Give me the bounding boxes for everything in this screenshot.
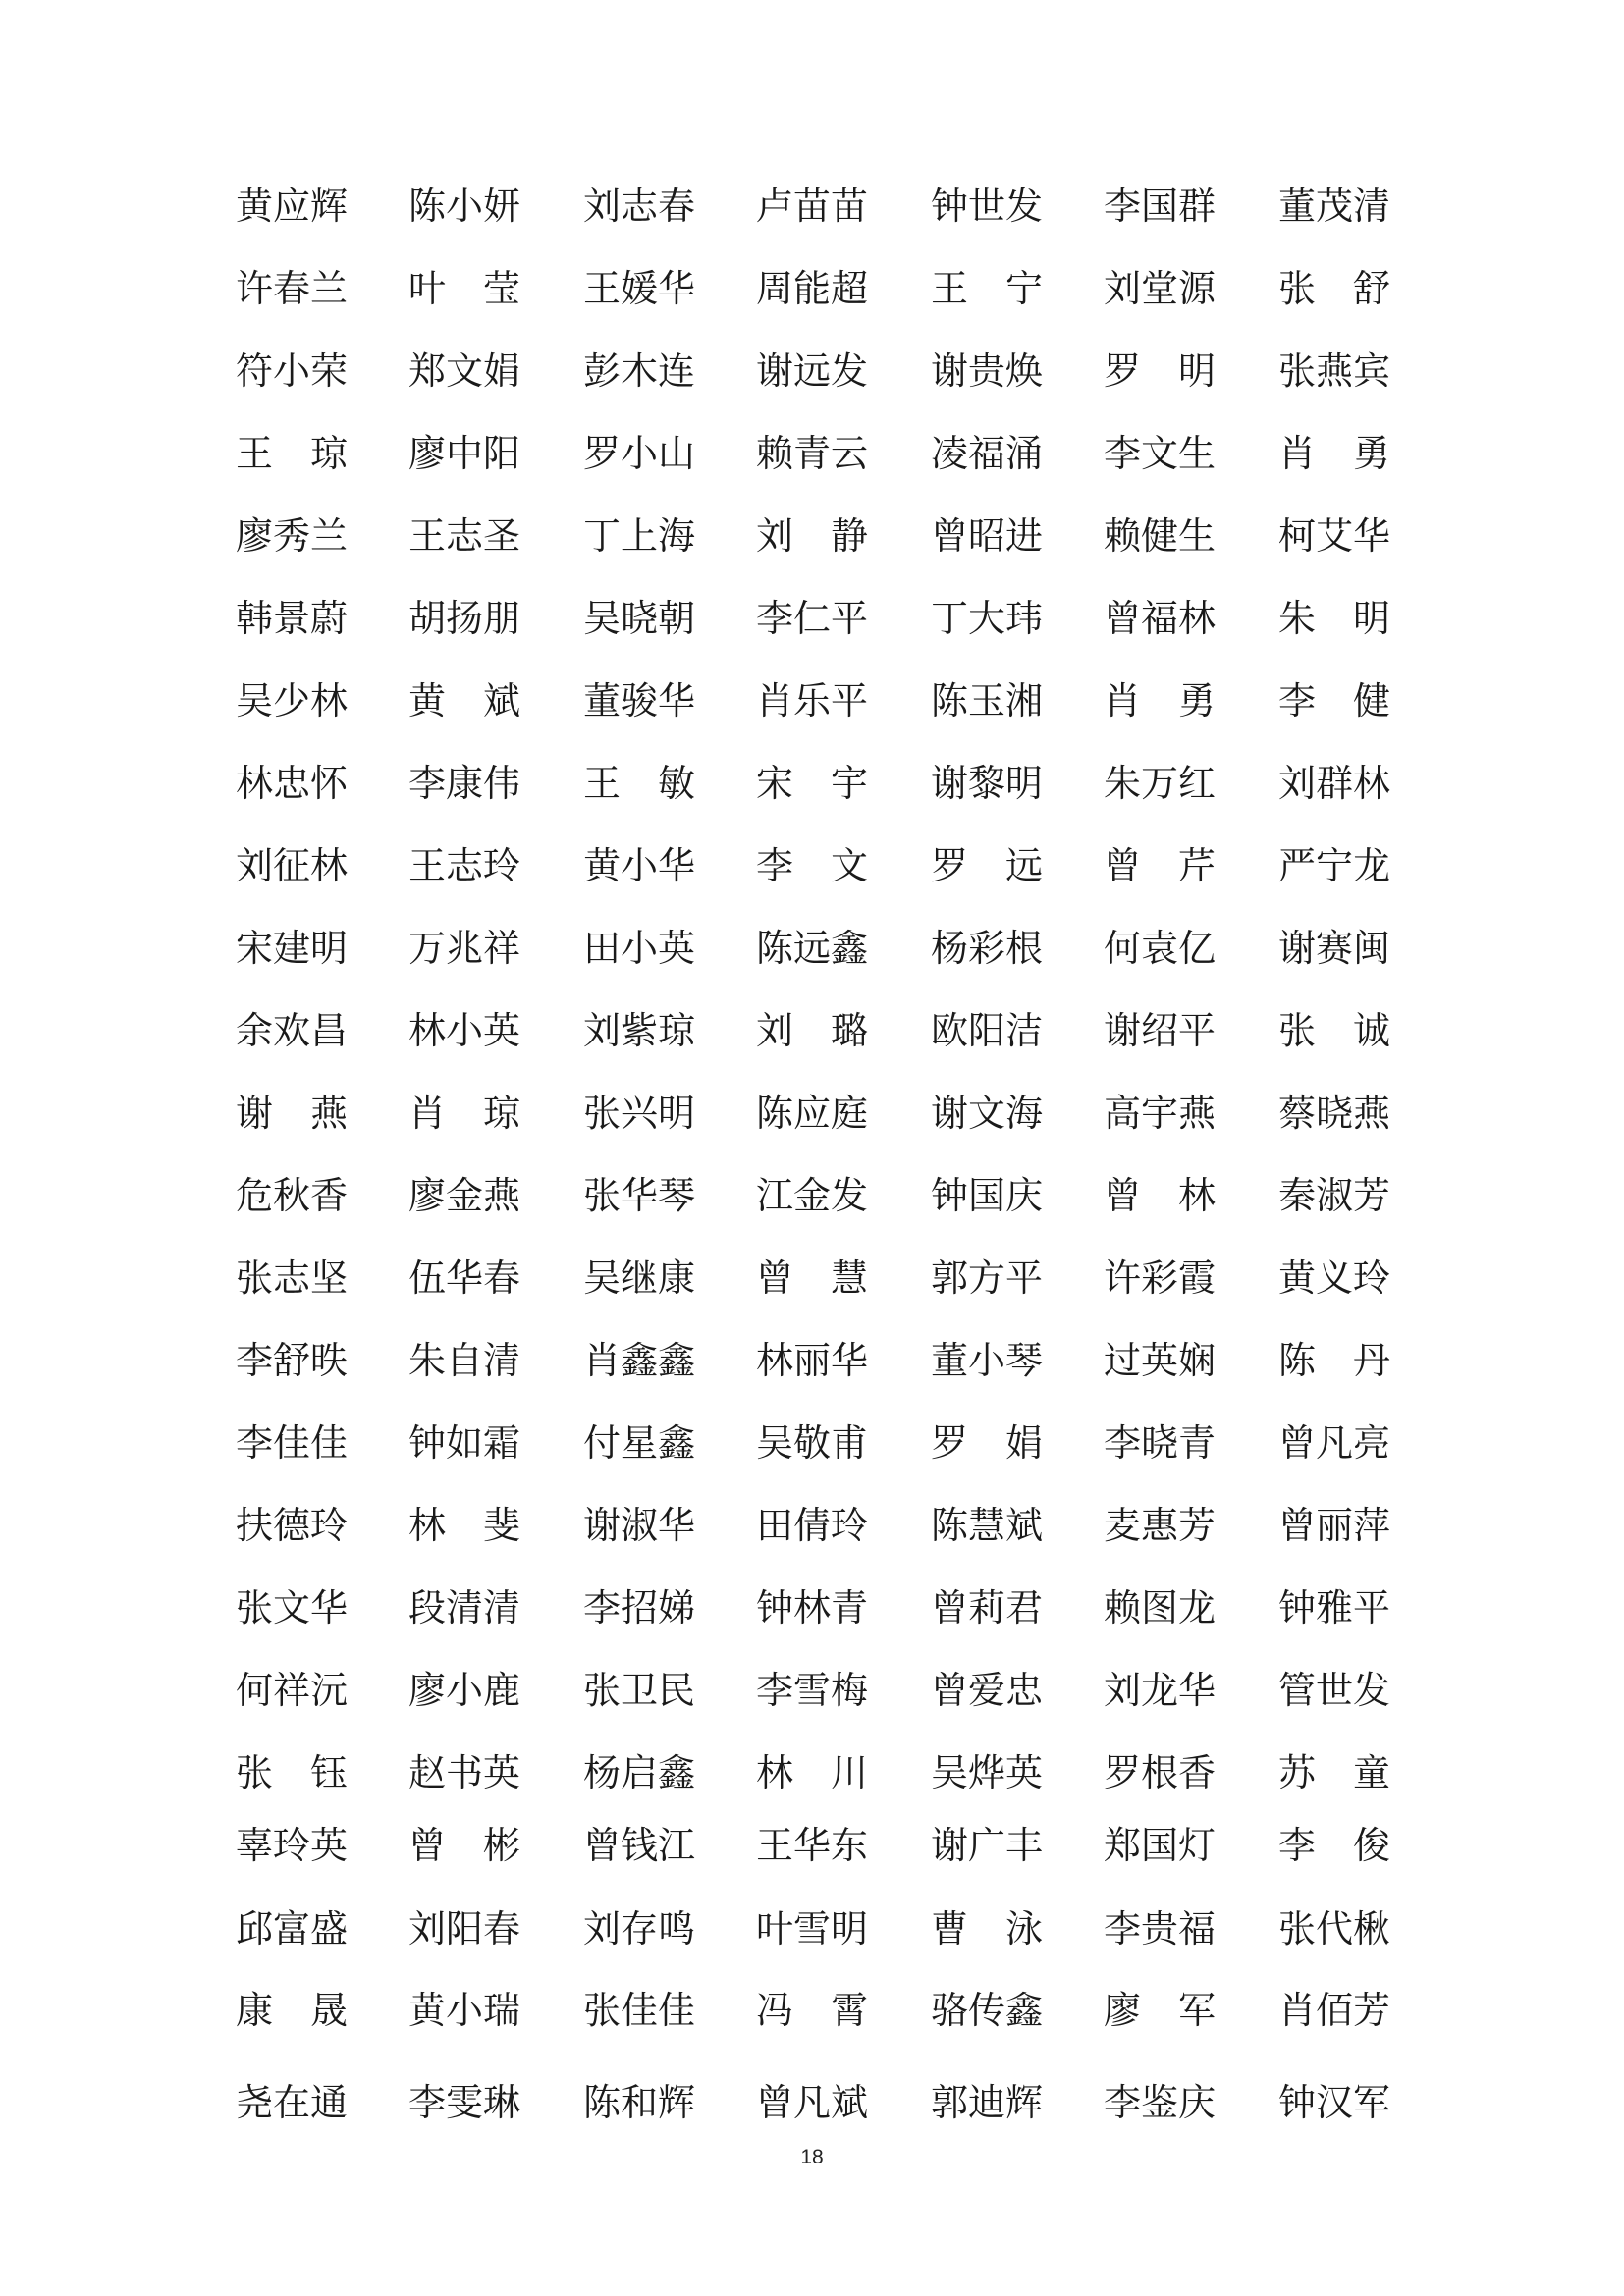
person-name: 钟雅平 bbox=[1278, 1586, 1391, 1629]
person-name: 邱富盛 bbox=[236, 1907, 349, 1950]
person-name: 谢文海 bbox=[931, 1092, 1044, 1135]
person-name: 余欢昌 bbox=[236, 1009, 349, 1052]
person-name: 彭木连 bbox=[583, 349, 696, 393]
person-name: 陈慧斌 bbox=[931, 1504, 1044, 1547]
person-name: 张 钰 bbox=[236, 1751, 349, 1794]
person-name: 田小英 bbox=[583, 927, 696, 970]
name-row bbox=[0, 589, 1624, 648]
person-name: 刘龙华 bbox=[1104, 1669, 1217, 1712]
name-row bbox=[0, 1496, 1624, 1555]
person-name: 郑国灯 bbox=[1104, 1824, 1217, 1867]
person-name: 曾 林 bbox=[1104, 1174, 1217, 1217]
person-name: 曾 芹 bbox=[1104, 844, 1217, 887]
person-name: 凌福涌 bbox=[931, 432, 1044, 475]
person-name: 林 斐 bbox=[408, 1504, 521, 1547]
person-name: 刘存鸣 bbox=[583, 1907, 696, 1950]
person-name: 李佳佳 bbox=[236, 1421, 349, 1465]
person-name: 罗 明 bbox=[1104, 349, 1217, 393]
person-name: 李 文 bbox=[756, 844, 869, 887]
person-name: 李鉴庆 bbox=[1104, 2081, 1217, 2124]
person-name: 万兆祥 bbox=[408, 927, 521, 970]
person-name: 肖乐平 bbox=[756, 679, 869, 722]
person-name: 符小荣 bbox=[236, 349, 349, 393]
person-name: 江金发 bbox=[756, 1174, 869, 1217]
person-name: 钟汉军 bbox=[1278, 2081, 1391, 2124]
person-name: 危秋香 bbox=[236, 1174, 349, 1217]
person-name: 曾 慧 bbox=[756, 1256, 869, 1300]
name-row bbox=[0, 754, 1624, 813]
person-name: 林忠怀 bbox=[236, 762, 349, 805]
person-name: 冯 霄 bbox=[756, 1989, 869, 2032]
person-name: 李国群 bbox=[1104, 185, 1217, 228]
person-name: 丁大玮 bbox=[931, 597, 1044, 640]
name-row bbox=[0, 1816, 1624, 1875]
person-name: 蔡晓燕 bbox=[1278, 1092, 1391, 1135]
person-name: 罗 娟 bbox=[931, 1421, 1044, 1465]
person-name: 李仁平 bbox=[756, 597, 869, 640]
person-name: 黄应辉 bbox=[236, 185, 349, 228]
person-name: 董小琴 bbox=[931, 1339, 1044, 1382]
person-name: 吴继康 bbox=[583, 1256, 696, 1300]
person-name: 罗根香 bbox=[1104, 1751, 1217, 1794]
person-name: 李贵福 bbox=[1104, 1907, 1217, 1950]
person-name: 刘 静 bbox=[756, 514, 869, 558]
person-name: 杨启鑫 bbox=[583, 1751, 696, 1794]
name-row bbox=[0, 507, 1624, 565]
name-row bbox=[0, 919, 1624, 978]
person-name: 陈应庭 bbox=[756, 1092, 869, 1135]
person-name: 丁上海 bbox=[583, 514, 696, 558]
person-name: 陈小妍 bbox=[408, 185, 521, 228]
person-name: 朱自清 bbox=[408, 1339, 521, 1382]
person-name: 张华琴 bbox=[583, 1174, 696, 1217]
person-name: 伍华春 bbox=[408, 1256, 521, 1300]
person-name: 吴烨英 bbox=[931, 1751, 1044, 1794]
person-name: 严宁龙 bbox=[1278, 844, 1391, 887]
person-name: 叶 莹 bbox=[408, 267, 521, 310]
person-name: 王 敏 bbox=[583, 762, 696, 805]
name-row bbox=[0, 424, 1624, 483]
person-name: 曾 彬 bbox=[408, 1824, 521, 1867]
person-name: 赵书英 bbox=[408, 1751, 521, 1794]
person-name: 李晓青 bbox=[1104, 1421, 1217, 1465]
person-name: 张燕宾 bbox=[1278, 349, 1391, 393]
person-name: 麦惠芳 bbox=[1104, 1504, 1217, 1547]
person-name: 张文华 bbox=[236, 1586, 349, 1629]
person-name: 辜玲英 bbox=[236, 1824, 349, 1867]
person-name: 钟林青 bbox=[756, 1586, 869, 1629]
name-row bbox=[0, 1084, 1624, 1143]
person-name: 廖小鹿 bbox=[408, 1669, 521, 1712]
person-name: 赖健生 bbox=[1104, 514, 1217, 558]
person-name: 宋建明 bbox=[236, 927, 349, 970]
person-name: 刘堂源 bbox=[1104, 267, 1217, 310]
person-name: 尧在通 bbox=[236, 2081, 349, 2124]
person-name: 肖 琼 bbox=[408, 1092, 521, 1135]
person-name: 朱 明 bbox=[1278, 597, 1391, 640]
person-name: 苏 童 bbox=[1278, 1751, 1391, 1794]
name-row bbox=[0, 1981, 1624, 2040]
person-name: 王华东 bbox=[756, 1824, 869, 1867]
name-row bbox=[0, 1001, 1624, 1060]
person-name: 陈远鑫 bbox=[756, 927, 869, 970]
person-name: 李招娣 bbox=[583, 1586, 696, 1629]
person-name: 肖佰芳 bbox=[1278, 1989, 1391, 2032]
person-name: 何袁亿 bbox=[1104, 927, 1217, 970]
person-name: 张 舒 bbox=[1278, 267, 1391, 310]
person-name: 钟国庆 bbox=[931, 1174, 1044, 1217]
person-name: 郭方平 bbox=[931, 1256, 1044, 1300]
person-name: 林小英 bbox=[408, 1009, 521, 1052]
person-name: 李 健 bbox=[1278, 679, 1391, 722]
person-name: 钟如霜 bbox=[408, 1421, 521, 1465]
person-name: 郭迪辉 bbox=[931, 2081, 1044, 2124]
name-row bbox=[0, 1331, 1624, 1390]
person-name: 柯艾华 bbox=[1278, 514, 1391, 558]
person-name: 赖青云 bbox=[756, 432, 869, 475]
person-name: 张卫民 bbox=[583, 1669, 696, 1712]
person-name: 田倩玲 bbox=[756, 1504, 869, 1547]
person-name: 胡扬朋 bbox=[408, 597, 521, 640]
person-name: 赖图龙 bbox=[1104, 1586, 1217, 1629]
person-name: 朱万红 bbox=[1104, 762, 1217, 805]
person-name: 扶德玲 bbox=[236, 1504, 349, 1547]
person-name: 王 琼 bbox=[236, 432, 349, 475]
person-name: 董骏华 bbox=[583, 679, 696, 722]
person-name: 韩景蔚 bbox=[236, 597, 349, 640]
person-name: 吴少林 bbox=[236, 679, 349, 722]
person-name: 陈玉湘 bbox=[931, 679, 1044, 722]
person-name: 许春兰 bbox=[236, 267, 349, 310]
person-name: 曾钱江 bbox=[583, 1824, 696, 1867]
person-name: 何祥沅 bbox=[236, 1669, 349, 1712]
person-name: 谢黎明 bbox=[931, 762, 1044, 805]
person-name: 段清清 bbox=[408, 1586, 521, 1629]
person-name: 黄 斌 bbox=[408, 679, 521, 722]
person-name: 杨彩根 bbox=[931, 927, 1044, 970]
person-name: 廖 军 bbox=[1104, 1989, 1217, 2032]
person-name: 管世发 bbox=[1278, 1669, 1391, 1712]
person-name: 林 川 bbox=[756, 1751, 869, 1794]
person-name: 罗小山 bbox=[583, 432, 696, 475]
person-name: 曾凡亮 bbox=[1278, 1421, 1391, 1465]
person-name: 曾昭进 bbox=[931, 514, 1044, 558]
person-name: 郑文娟 bbox=[408, 349, 521, 393]
person-name: 宋 宇 bbox=[756, 762, 869, 805]
person-name: 张佳佳 bbox=[583, 1989, 696, 2032]
person-name: 钟世发 bbox=[931, 185, 1044, 228]
person-name: 曾莉君 bbox=[931, 1586, 1044, 1629]
person-name: 王媛华 bbox=[583, 267, 696, 310]
person-name: 陈和辉 bbox=[583, 2081, 696, 2124]
person-name: 肖 勇 bbox=[1104, 679, 1217, 722]
person-name: 曹 泳 bbox=[931, 1907, 1044, 1950]
name-row bbox=[0, 671, 1624, 730]
person-name: 曾爱忠 bbox=[931, 1669, 1044, 1712]
person-name: 黄小瑞 bbox=[408, 1989, 521, 2032]
name-row bbox=[0, 1899, 1624, 1958]
person-name: 周能超 bbox=[756, 267, 869, 310]
person-name: 张代楸 bbox=[1278, 1907, 1391, 1950]
person-name: 廖秀兰 bbox=[236, 514, 349, 558]
person-name: 李雯琳 bbox=[408, 2081, 521, 2124]
person-name: 谢 燕 bbox=[236, 1092, 349, 1135]
name-row bbox=[0, 836, 1624, 895]
name-row bbox=[0, 1249, 1624, 1308]
name-row bbox=[0, 1578, 1624, 1637]
person-name: 康 晟 bbox=[236, 1989, 349, 2032]
person-name: 李舒昳 bbox=[236, 1339, 349, 1382]
person-name: 林丽华 bbox=[756, 1339, 869, 1382]
person-name: 刘紫琼 bbox=[583, 1009, 696, 1052]
person-name: 欧阳洁 bbox=[931, 1009, 1044, 1052]
person-name: 肖 勇 bbox=[1278, 432, 1391, 475]
person-name: 张志坚 bbox=[236, 1256, 349, 1300]
person-name: 叶雪明 bbox=[756, 1907, 869, 1950]
person-name: 王 宁 bbox=[931, 267, 1044, 310]
person-name: 谢淑华 bbox=[583, 1504, 696, 1547]
person-name: 董茂清 bbox=[1278, 185, 1391, 228]
person-name: 黄小华 bbox=[583, 844, 696, 887]
person-name: 陈 丹 bbox=[1278, 1339, 1391, 1382]
name-row bbox=[0, 1661, 1624, 1720]
person-name: 李 俊 bbox=[1278, 1824, 1391, 1867]
person-name: 李康伟 bbox=[408, 762, 521, 805]
person-name: 刘志春 bbox=[583, 185, 696, 228]
name-row bbox=[0, 2073, 1624, 2132]
person-name: 廖金燕 bbox=[408, 1174, 521, 1217]
person-name: 谢绍平 bbox=[1104, 1009, 1217, 1052]
person-name: 曾福林 bbox=[1104, 597, 1217, 640]
person-name: 罗 远 bbox=[931, 844, 1044, 887]
person-name: 王志玲 bbox=[408, 844, 521, 887]
person-name: 许彩霞 bbox=[1104, 1256, 1217, 1300]
person-name: 吴晓朝 bbox=[583, 597, 696, 640]
person-name: 刘阳春 bbox=[408, 1907, 521, 1950]
person-name: 高宇燕 bbox=[1104, 1092, 1217, 1135]
person-name: 曾丽萍 bbox=[1278, 1504, 1391, 1547]
name-row bbox=[0, 177, 1624, 236]
person-name: 曾凡斌 bbox=[756, 2081, 869, 2124]
person-name: 黄义玲 bbox=[1278, 1256, 1391, 1300]
person-name: 谢赛闽 bbox=[1278, 927, 1391, 970]
name-row bbox=[0, 1743, 1624, 1802]
person-name: 谢远发 bbox=[756, 349, 869, 393]
person-name: 卢苗苗 bbox=[756, 185, 869, 228]
person-name: 刘群林 bbox=[1278, 762, 1391, 805]
person-name: 过英娴 bbox=[1104, 1339, 1217, 1382]
person-name: 秦淑芳 bbox=[1278, 1174, 1391, 1217]
person-name: 刘 璐 bbox=[756, 1009, 869, 1052]
page-number: 18 bbox=[800, 2146, 824, 2168]
person-name: 廖中阳 bbox=[408, 432, 521, 475]
person-name: 王志圣 bbox=[408, 514, 521, 558]
person-name: 李文生 bbox=[1104, 432, 1217, 475]
name-row bbox=[0, 1414, 1624, 1472]
person-name: 刘征林 bbox=[236, 844, 349, 887]
name-row bbox=[0, 259, 1624, 318]
person-name: 骆传鑫 bbox=[931, 1989, 1044, 2032]
person-name: 付星鑫 bbox=[583, 1421, 696, 1465]
person-name: 张兴明 bbox=[583, 1092, 696, 1135]
person-name: 肖鑫鑫 bbox=[583, 1339, 696, 1382]
name-row bbox=[0, 342, 1624, 400]
person-name: 谢贵焕 bbox=[931, 349, 1044, 393]
person-name: 李雪梅 bbox=[756, 1669, 869, 1712]
name-row bbox=[0, 1166, 1624, 1225]
person-name: 吴敬甫 bbox=[756, 1421, 869, 1465]
person-name: 谢广丰 bbox=[931, 1824, 1044, 1867]
person-name: 张 诚 bbox=[1278, 1009, 1391, 1052]
